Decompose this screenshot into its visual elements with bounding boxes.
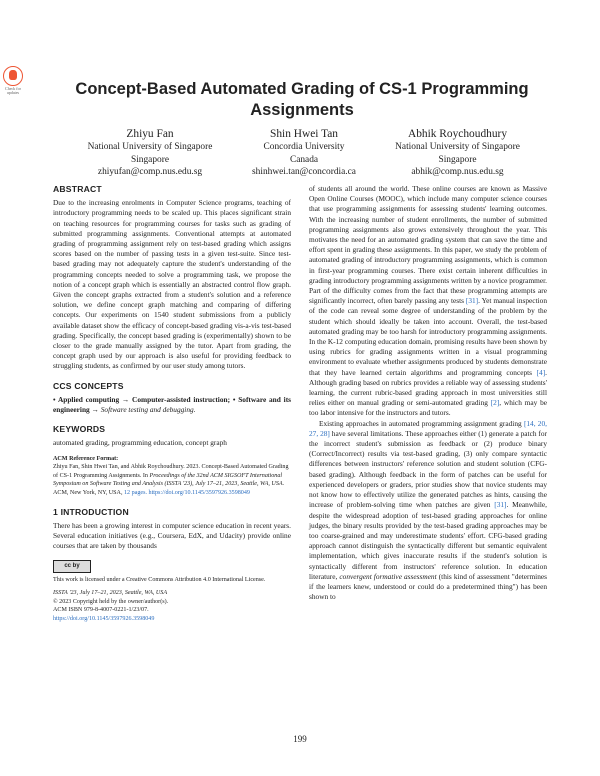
introduction-heading: 1 INTRODUCTION [53, 506, 129, 517]
license-isbn: ACM ISBN 979-8-4007-0221-1/23/07. [53, 607, 149, 614]
author-affiliation: National University of Singapore [395, 142, 520, 152]
acm-reference-text-2: ACM, New York, NY, USA, [53, 490, 124, 497]
para-1-text-c: . Although grading based on rubrics provides a reliable way of assessing students' learning, the current rubric-based grading approach in most universities still relies either on manual grading or semi-automated grading [309, 367, 547, 408]
license-doi[interactable]: https://doi.org/10.1145/3597926.3598049 [53, 615, 155, 622]
bookmark-icon [3, 66, 23, 86]
para-2-italic: convergent formative assessment [339, 571, 437, 581]
left-column [53, 184, 291, 623]
para-1-text-a: of students all around the world. These online courses are known as Massive Open Online Courses (MOOC), which include many computer science courses that use programming assignments for assessing students' learning outcomes. With the increasing number of student enrollments, the number of submitted programming assignments also grows extensively throughout the year. This motivates the need for an automated grading system that can save the time and effort spent in grading these assignments. In this paper, we study the problem of automated grading of introductory programming assignments, which is common in first-year programming courses. There exist certain inherent difficulties in grading introductory programming assignments written by a novice programmer. Part of the difficulty comes from the fact that these programming attempts are significantly incorrect, often barely passing any tests [309, 184, 548, 306]
author-location: Singapore [130, 154, 169, 165]
license-copyright: © 2023 Copyright held by the owner/author(s). [53, 598, 169, 605]
citation-link[interactable]: [4] [536, 367, 546, 377]
intro-paragraph-1 [309, 184, 547, 419]
ccs-heading: CCS CONCEPTS [53, 380, 124, 391]
acm-reference-heading: ACM Reference Format: [53, 455, 119, 462]
ccs-bullet-2: • Software and its engineering → [53, 394, 291, 415]
para-1-text-b: . Yet manual inspection of the code can reveal some degree of understanding of the problem by the student which should ideally be taken into account. Overall, the test-based automated grading may be too harsh for introductory programming assignments. In the K-12 computing education domain, promising results have been shown by using rubrics for grading assignments written in a visual programming environment to evaluate whether assignments produced by students demonstrate that they have learned certain algorithms and programming concepts [309, 296, 547, 377]
para-2-text-a: Existing approaches in automated programming assignment grading [319, 418, 524, 428]
acm-reference [53, 455, 291, 498]
acm-reference-proceedings: Proceedings of the 32nd ACM SIGSOFT International Symposium on Software Testing and Analysis (ISSTA '23), July 17–21, 2023, Seattle, WA, USA. [53, 472, 285, 488]
license-text: This work is licensed under a Creative Commons Attribution 4.0 International License. [53, 577, 266, 584]
author-affiliation: Concordia University [263, 142, 345, 152]
para-2-text-b: have several limitations. These approaches either (1) generate a patch for the incorrect student's submission as feedback or (2) produce binary (Correct/Incorrect) results via test-based grading, (3) only compare syntactic differences between instructors' reference solution and student solution (CFG-based grading). Although feedback in the form of patches can be useful for experienced developers or graders, prior studies show that novice students may not know how to effectively utilize the generated patches as hints, causing the increase of problem-solving time when patches are given [309, 428, 547, 510]
author-name: Shin Hwei Tan [270, 128, 338, 140]
logo-text: Check for updates [5, 86, 21, 95]
author-location: Canada [289, 154, 319, 165]
para-2-text-c: . Meanwhile, despite the widespread adoption of test-based grading approaches for online judges, the binary results provided by the test-based grading approaches may be too coarse-grained and may underestimate students' effort. CFG-based grading approach cannot distinguish the syntactically different but semantic equivalent implementation, which gives inaccurate results if the student's solution is syntactically different from instructors' reference solution. In education literature, [309, 500, 547, 581]
keywords-heading: KEYWORDS [53, 424, 106, 435]
abstract-heading: ABSTRACT [53, 184, 102, 194]
citation-link[interactable]: [31] [465, 296, 479, 306]
ccs-bullet-1: • Applied computing → Computer-assisted instruction; [53, 394, 231, 404]
citation-link[interactable]: [2] [490, 398, 500, 408]
license-venue: ISSTA '23, July 17–21, 2023, Seattle, WA, USA [53, 590, 168, 597]
para-1-text-d: , which may be too labor intensive for the instructors and tutors. [309, 398, 547, 418]
author-name: Zhiyu Fan [126, 128, 174, 140]
citation-link[interactable]: [31] [494, 500, 507, 510]
check-for-updates-logo[interactable] [2, 66, 24, 95]
license-block [53, 576, 291, 623]
introduction-text: There has been a growing interest in computer science education in recent years. Several education initiatives (e.g., Coursera, EdX, and Udacity) provide online courses that are taken by thousands [53, 520, 291, 551]
citation-link[interactable]: [14, 20, 27, 28] [309, 418, 547, 438]
creative-commons-badge[interactable]: cc by [53, 560, 91, 573]
acm-reference-pages[interactable]: 12 pages. [124, 490, 148, 497]
acm-reference-doi[interactable]: https://doi.org/10.1145/3597926.3598049 [148, 490, 250, 497]
page-number: 199 [293, 734, 307, 744]
author-block-1 [60, 127, 240, 179]
author-email[interactable]: shinhwei.tan@concordia.ca [252, 167, 356, 178]
author-location: Singapore [438, 154, 477, 165]
author-affiliation: National University of Singapore [87, 142, 213, 152]
para-2-text-d: (this kind of assessment "determines if the learners knew, understood or could do a predetermined thing") has been shown to [309, 571, 548, 602]
ccs-bullet-2-italic: Software testing and debugging. [100, 405, 196, 415]
acm-reference-text: Zhiyu Fan, Shin Hwei Tan, and Abhik Roychoudhury. 2023. Concept-Based Automated Grading of CS-1 Programming Assignments. In [53, 464, 289, 479]
intro-paragraph-2 [309, 419, 547, 603]
author-block-2 [219, 127, 389, 179]
author-block-3 [365, 127, 550, 179]
right-column [309, 184, 547, 602]
abstract-text: Due to the increasing enrolments in Computer Science programs, teaching of introductory programming needs to be scaled up. This places significant strain on teaching resources for programming courses for tasks such as grading of submitted programming assignments. Conventional attempts at automated grading of programming assignment rely on test-based grading which assigns scores based on the number of passing tests in a given test-suite. Since test-based grading may not adequately capture the student's understanding of the programming concepts needed to solve a programming task, we propose the notion of a concept graph which is essentially an abstracted control flow graph. Given the concept graphs extracted from a student's solution and a reference solution, we define concept graph matching and comparing of differing concepts. Our experiments on 1540 student submissions from a publicly available dataset show the efficacy of concept-based grading vis-a-vis test-based grading. Specifically, the concept based grading is (experimentally) shown to be closer to the grade manually assigned by the tutor. Apart from grading, the concept graph used by our approach is also useful for providing feedback to struggling students, as confirmed by our user study among tutors. [53, 198, 291, 371]
author-email[interactable]: abhik@comp.nus.edu.sg [411, 167, 504, 178]
author-email[interactable]: zhiyufan@comp.nus.edu.sg [97, 167, 203, 178]
author-name: Abhik Roychoudhury [407, 128, 508, 140]
paper-title: Concept-Based Automated Grading of CS-1 Programming Assignments [75, 80, 529, 119]
ccs-concepts [53, 395, 291, 415]
keywords-text: automated grading, programming education, concept graph [53, 438, 227, 448]
